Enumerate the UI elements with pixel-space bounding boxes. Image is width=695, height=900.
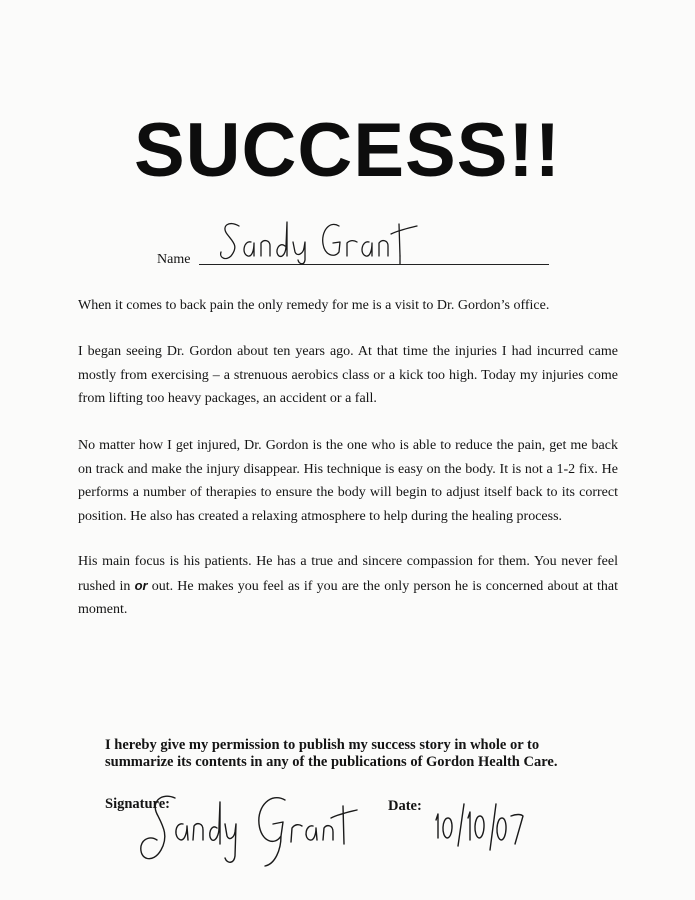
name-label: Name [157,252,191,267]
paragraph-intro: When it comes to back pain the only remedy for me is a visit to Dr. Gordon’s office. [78,298,550,313]
paragraph-focus-part2: out. He makes you feel as if you are the only person he is concerned about at that moment. [78,578,618,617]
permission-statement: I hereby give my permission to publish my success story in whole or to summarize its contents in any of the publications of Gordon Health Care. [105,737,558,770]
name-field [157,222,557,272]
date-label: Date: [388,798,422,814]
page-title: SUCCESS!! [133,108,562,193]
handwritten-date [426,800,526,856]
paragraph-history: I began seeing Dr. Gordon about ten years ago. At that time the injuries I had incurred came mostly from exercising – a strenuous aerobics class or a kick too high. Today my injuries come from lifting too heavy packages, an accident or a fall. [78,344,618,406]
paragraph-focus-part1: His main focus is his patients. He has a true and sincere compassion for them. You never feel rushed in [78,554,618,594]
handwritten-name [217,216,447,266]
paragraph-focus [78,550,618,622]
signature-image [135,784,360,870]
paragraph-treatment: No matter how I get injured, Dr. Gordon is the one who is able to reduce the pain, get me back on track and make the injury disappear. His technique is easy on the body. It is not a 1-2 fix. He performs a number of therapies to ensure the body will begin to adjust itself back to its correct position. He also has created a relaxing atmosphere to help during the healing process. [78,438,618,524]
signature-label: Signature: [105,796,170,812]
handwritten-insert: or [134,577,148,593]
